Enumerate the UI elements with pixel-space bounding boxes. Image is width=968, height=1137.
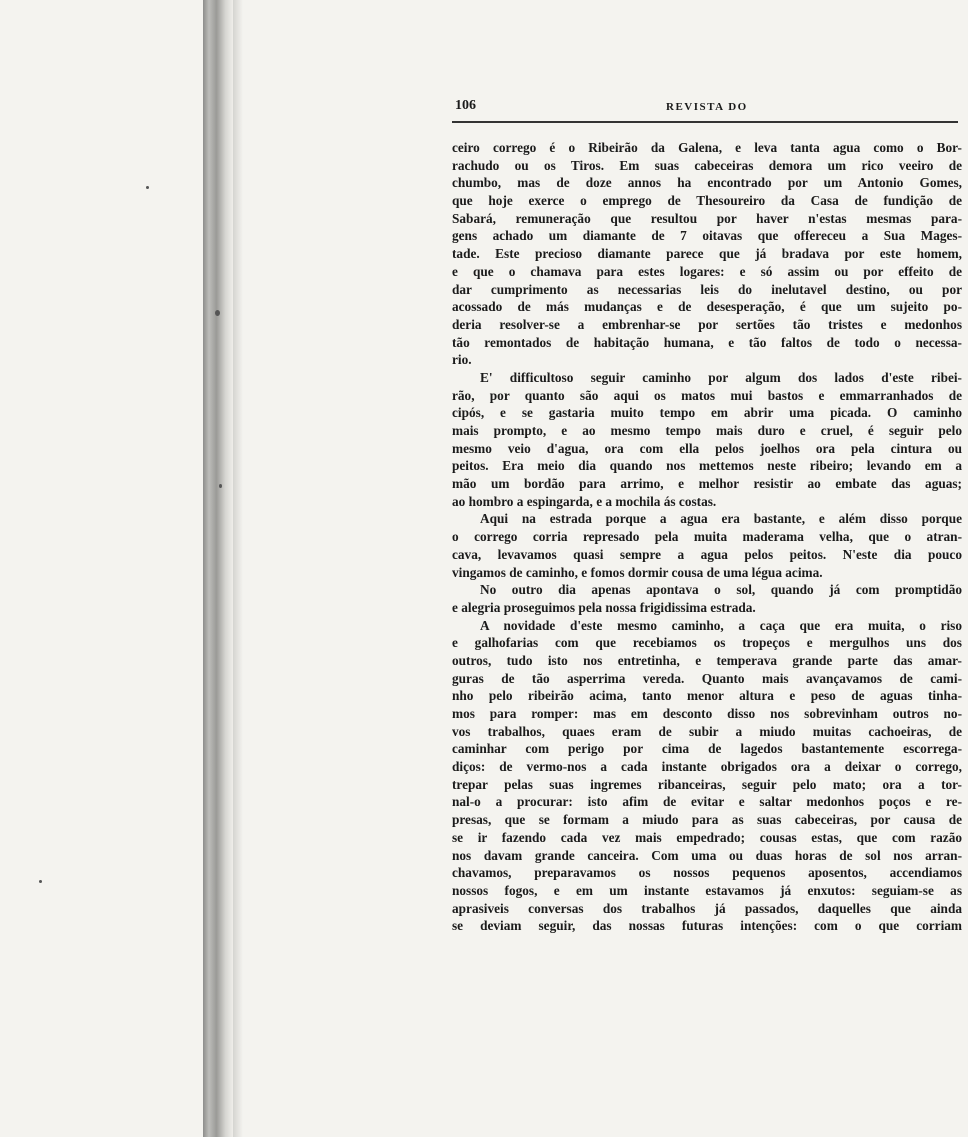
paper-speck [215,310,220,316]
text-line: guras de tão asperrima vereda. Quanto mais avançavamos de cami- [452,670,962,686]
text-line: e que o chamava para estes logares: e só assim ou por effeito de [452,263,962,279]
text-line: caminhar com perigo por cima de lagedos bastantemente escorrega- [452,741,962,757]
text-line: mais prompto, e ao mesmo tempo mais duro e cruel, é seguir pelo [452,423,962,438]
text-line: e alegria proseguimos pela nossa frigidissima estrada. [452,599,756,615]
text-line: mão um bordão para arrimo, e melhor resistir ao embate das aguas; [452,476,962,492]
text-line: mos para romper: mas em desconto disso nos sobrevinham outros no- [452,706,962,721]
text-line: No outro dia apenas apontava o sol, quando já com promptidão [480,582,962,598]
text-line: tão remontados de habitação humana, e tão faltos de todo o necessa- [452,334,962,350]
text-line: e galhofarias com que recebiamos os tropeços e mergulhos uns dos [452,635,962,651]
text-line: acossado de más mudanças e de desesperação, é que um sujeito po- [452,299,962,315]
text-line: Sabará, remuneração que resultou por haver n'estas mesmas para- [452,210,962,226]
text-line: cava, levavamos quasi sempre a agua pelos peitos. N'este dia pouco [452,546,962,562]
text-line: diços: de vermo-nos a cada instante obrigados ora a deixar o corrego, [452,759,962,775]
header-rule [452,121,958,123]
text-line: E' difficultoso seguir caminho por algum dos lados d'este ribei- [480,369,962,385]
text-line: ao hombro a espingarda, e a mochila ás costas. [452,493,717,509]
text-line: rio. [452,352,472,368]
text-line: vingamos de caminho, e fomos dormir cousa de uma légua acima. [452,564,823,580]
text-line: nos davam grande canceira. Com uma ou duas horas de sol nos arran- [452,847,962,863]
text-line: tade. Este precioso diamante parece que já bradava por este homem, [452,246,962,262]
paper-speck [219,484,222,488]
text-line: presas, que se formam a miudo para as suas cabeceiras, por causa de [452,812,962,828]
book-gutter [203,0,233,1137]
text-line: nossos fogos, e em um instante estavamos já enxutos: seguiam-se as [452,882,962,898]
text-line: gens achado um diamante de 7 oitavas que offereceu a Sua Mages- [452,228,962,244]
text-line: se deviam seguir, das nossas futuras intenções: com o que corriam [452,918,962,934]
paper-speck [39,880,42,883]
paper-speck [146,186,149,189]
text-line: nho pelo ribeirão acima, tanto menor altura e peso de aguas tinha- [452,688,962,704]
text-line: trepar pelas suas ingremes ribanceiras, seguir pelo mato; ora a tor- [452,776,962,792]
text-line: peitos. Era meio dia quando nos mettemos neste ribeiro; levando em a [452,458,962,474]
text-line: Aqui na estrada porque a agua era bastante, e além disso porque [480,511,962,527]
text-line: se ir fazendo cada vez mais empedrado; cousas estas, que com razão [452,829,962,845]
page-header [452,98,958,120]
running-title: REVISTA DO [666,101,748,113]
text-line: chumbo, mas de doze annos ha encontrado por um Antonio Gomes, [452,175,962,191]
text-line: aprasiveis conversas dos trabalhos já passados, daquelles que ainda [452,900,962,916]
gutter-shadow [233,0,243,1137]
text-line: o corrego corria represado pela muita maderama velha, que o atran- [452,529,962,545]
text-line: rachudo ou os Tiros. Em suas cabeceiras demora um rico veeiro de [452,157,962,173]
text-line: cipós, e se gastaria muito tempo em abrir uma picada. O caminho [452,405,962,421]
text-line: rão, por quanto são aqui os matos mui bastos e emmarranhados de [452,387,962,403]
text-line: mesmo veio d'agua, ora com ella pelos joelhos ora pela cintura ou [452,440,962,456]
text-line: outros, tudo isto nos entretinha, e temperava grande parte das amar- [452,652,962,668]
text-line: deria resolver-se a embrenhar-se por sertões tão tristes e medonhos [452,316,962,332]
text-line: A novidade d'este mesmo caminho, a caça que era muita, o riso [480,617,962,633]
text-line: que hoje exerce o emprego de Thesoureiro da Casa de fundição de [452,193,962,209]
text-line: vos trabalhos, quaes eram de subir a miudo muitas cachoeiras, de [452,723,962,739]
page-number: 106 [455,98,476,113]
body-text [452,139,962,935]
text-line: dar cumprimento as necessarias leis do inelutavel destino, ou por [452,281,962,297]
text-line: ceiro corrego é o Ribeirão da Galena, e leva tanta agua como o Bor- [452,140,962,155]
text-line: chavamos, preparavamos os nossos pequenos aposentos, accendiamos [452,865,962,881]
text-line: nal-o a procurar: isto afim de evitar e saltar medonhos poços e re- [452,794,962,810]
